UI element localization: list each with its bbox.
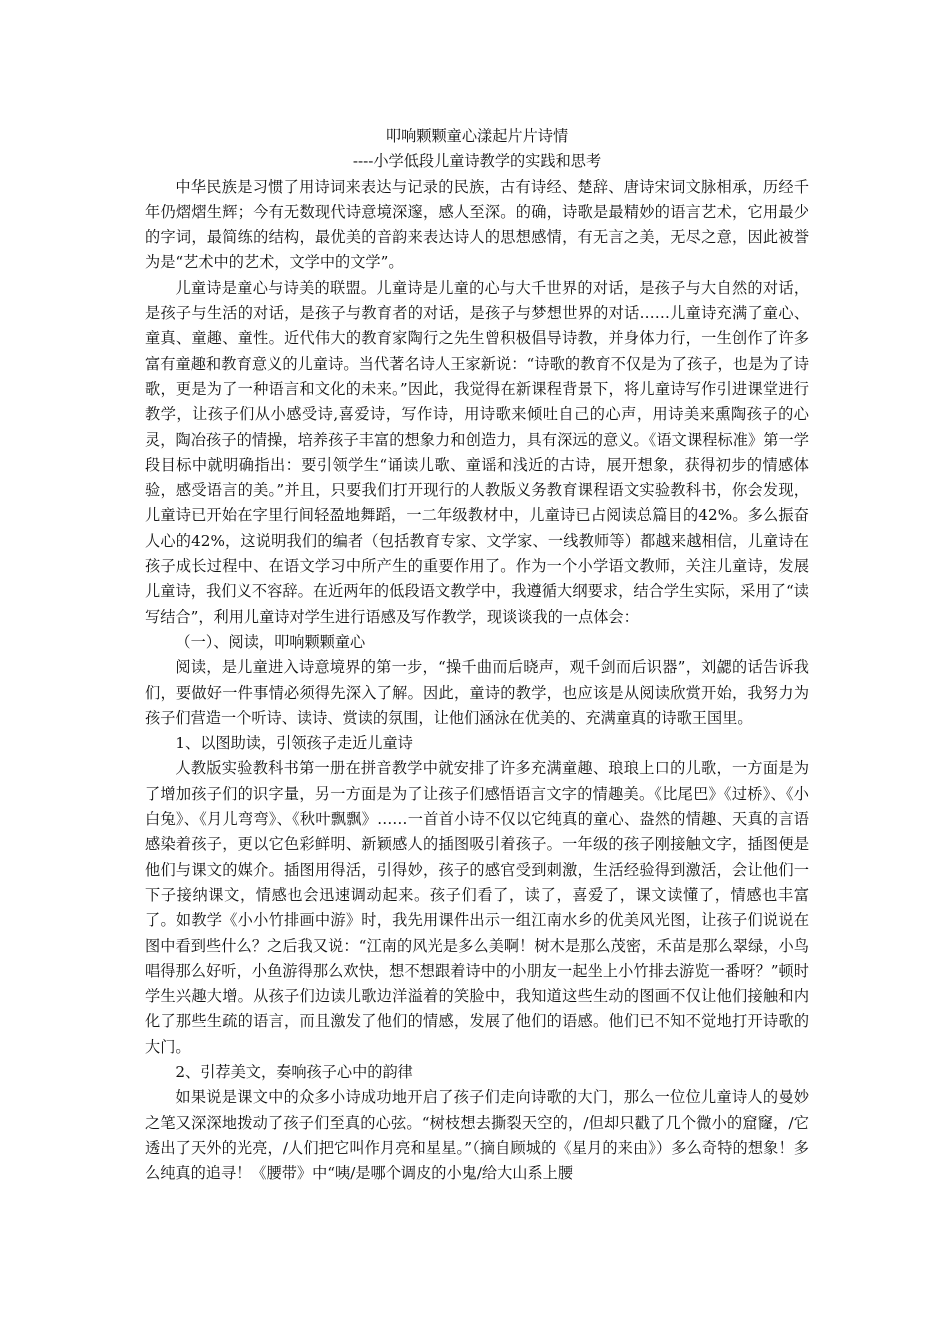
intro-paragraph: 中华民族是习惯了用诗词来表达与记录的民族，古有诗经、楚辞、唐诗宋词文脉相承，历经千年仍熠熠生辉；今有无数现代诗意境深邃，感人至深。的确，诗歌是最精妙的语言艺术，它用最少的字词，最简练的结构，最优美的音韵来表达诗人的思想感情，有无言之美，无尽之意，因此被誉为是“艺术中的艺术，文学中的文学”。 (145, 177, 809, 272)
document-title: 叩响颗颗童心漾起片片诗情 (385, 127, 569, 145)
body-paragraph: 如果说是课文中的众多小诗成功地开启了孩子们走向诗歌的大门，那么一位位儿童诗人的曼妙之笔又深深地拨动了孩子们至真的心弦。“树枝想去撕裂天空的，/但却只戳了几个微小的窟窿，/它透出了天外的光亮，/人们把它叫作月亮和星星。”（摘自顾城的《星月的来由》）多么奇特的想象！多么纯真的追寻！《腰带》中“咦/是哪个调皮的小鬼/给大山系上腰 (145, 1088, 809, 1183)
body-paragraph: 儿童诗是童心与诗美的联盟。儿童诗是儿童的心与大千世界的对话，是孩子与大自然的对话，是孩子与生活的对话，是孩子与教育者的对话，是孩子与梦想世界的对话……儿童诗充满了童心、童真、童趣、童性。近代伟大的教育家陶行之先生曾积极倡导诗教，并身体力行，一生创作了许多富有童趣和教育意义的儿童诗。当代著名诗人王家新说：“诗歌的教育不仅是为了孩子，也是为了诗歌，更是为了一种语言和文化的未来。”因此，我觉得在新课程背景下，将儿童诗写作引进课堂进行教学，让孩子们从小感受诗,喜爱诗，写作诗，用诗歌来倾吐自己的心声，用诗美来熏陶孩子的心灵，陶冶孩子的情操，培养孩子丰富的想象力和创造力，具有深远的意义。《语文课程标准》第一学段目标中就明确指出：要引领学生“诵读儿歌、童谣和浅近的古诗，展开想象，获得初步的情感体验，感受语言的美。”并且，只要我们打开现行的人教版义务教育课程语文实验教科书，你会发现，儿童诗已开始在字里行间轻盈地舞蹈，一二年级教材中，儿童诗已占阅读总篇目的42%。多么振奋人心的42%，这说明我们的编者（包括教育专家、文学家、一线教师等）都越来越相信，儿童诗在孩子成长过程中、在语文学习中所产生的重要作用了。作为一个小学语文教师，关注儿童诗，发展儿童诗，我们义不容辞。在近两年的低段语文教学中，我遵循大纲要求，结合学生实际，采用了“读写结合”，利用儿童诗对学生进行语感及写作教学，现谈谈我的一点体会： (145, 278, 809, 626)
body-paragraph: 人教版实验教科书第一册在拼音教学中就安排了许多充满童趣、琅琅上口的儿歌，一方面是为了增加孩子们的识字量，另一方面是为了让孩子们感悟语言文字的情趣美。《比尾巴》《过桥》、《小白兔》、《月儿弯弯》、《秋叶飘飘》……一首首小诗不仅以它纯真的童心、盎然的情趣、天真的言语感染着孩子，更以它色彩鲜明、新颖感人的插图吸引着孩子。一年级的孩子刚接触文字，插图便是他们与课文的媒介。插图用得活，引得妙，孩子的感官受到刺激，生活经验得到激活，会让他们一下子接纳课文，情感也会迅速调动起来。孩子们看了，读了，喜爱了，课文读懂了，情感也丰富了。如教学《小小竹排画中游》时，我先用课件出示一组江南水乡的优美风光图，让孩子们说说在图中看到些什么？之后我又说：“江南的风光是多么美啊！树木是那么茂密，禾苗是那么翠绿，小鸟唱得那么好听，小鱼游得那么欢快，想不想跟着诗中的小朋友一起坐上小竹排去游览一番呀？”顿时学生兴趣大增。从孩子们边读儿歌边洋溢着的笑脸中，我知道这些生动的图画不仅让他们接触和内化了那些生疏的语言，而且激发了他们的情感，发展了他们的语感。他们已不知不觉地打开诗歌的大门。 (145, 759, 809, 1056)
section-heading: （一）、阅读，叩响颗颗童心 (175, 632, 366, 651)
subsection-heading: 1、以图助读，引领孩子走近儿童诗 (175, 734, 413, 753)
body-paragraph: 阅读，是儿童进入诗意境界的第一步，“操千曲而后晓声，观千剑而后识器”，刘勰的话告诉我们，要做好一件事情必须得先深入了解。因此，童诗的教学，也应该是从阅读欣赏开始，我努力为孩子们营造一个听诗、读诗、赏读的氛围，让他们涵泳在优美的、充满童真的诗歌王国里。 (145, 658, 809, 727)
document-subtitle: ----小学低段儿童诗教学的实践和思考 (352, 152, 602, 171)
subsection-heading: 2、引荐美文，奏响孩子心中的韵律 (175, 1062, 413, 1081)
document-page (145, 124, 809, 1186)
